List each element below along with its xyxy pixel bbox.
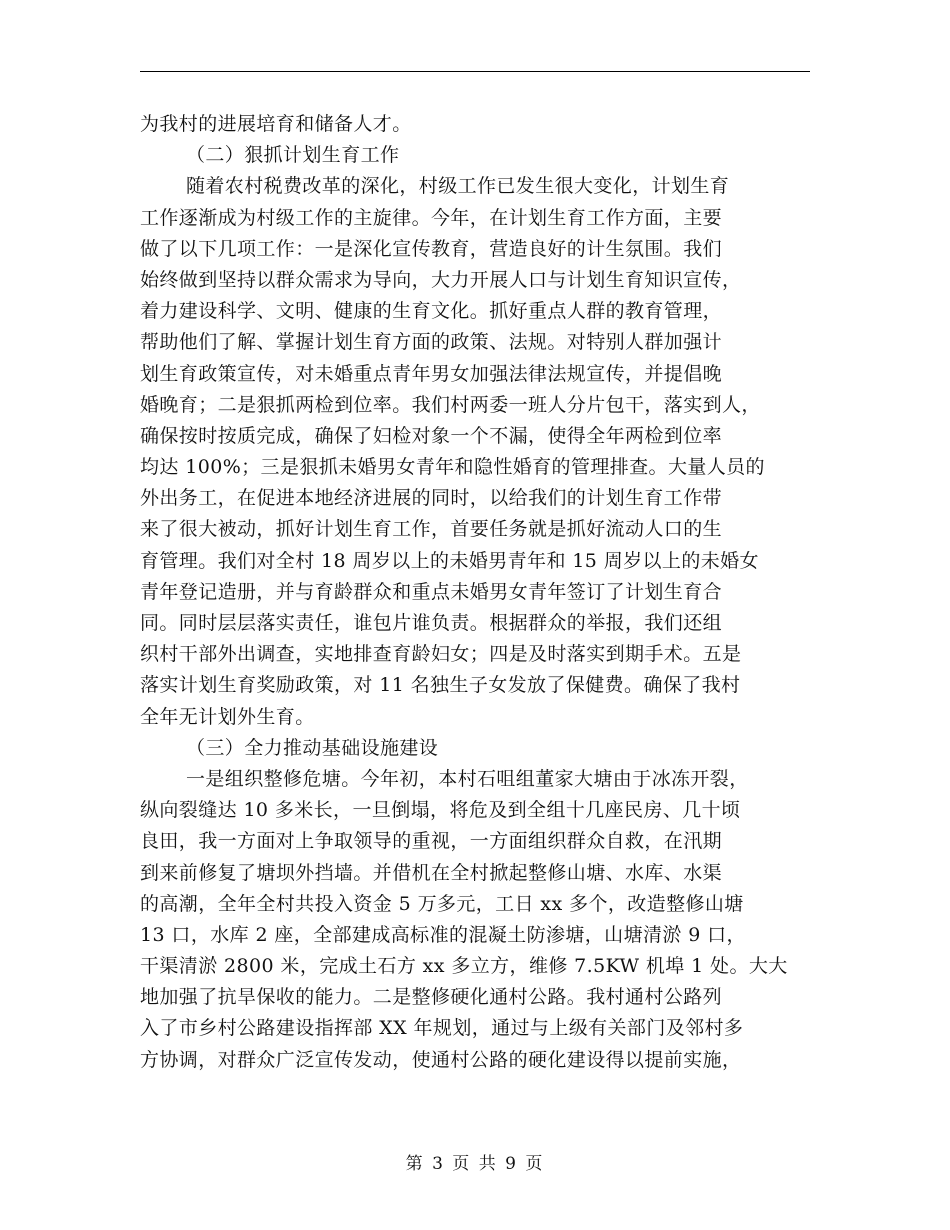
text-line: 同。同时层层落实责任，谁包片谁负责。根据群众的举报，我们还组 <box>140 612 723 634</box>
text-line: 良田，我一方面对上争取领导的重视，一方面组织群众自救，在汛期 <box>140 830 723 853</box>
text-line: 帮助他们了解、掌握计划生育方面的政策、法规。对特别人群加强计 <box>140 331 723 354</box>
text-line: 到来前修复了塘坝外挡墙。并借机在全村掀起整修山塘、水库、水渠 <box>140 861 723 884</box>
text-line: 做了以下几项工作：一是深化宣传教育，营造良好的计生氛围。我们 <box>140 237 723 260</box>
header-rule <box>140 71 810 72</box>
paragraph-first-line: 随着农村税费改革的深化，村级工作已发生很大变化，计划生育 <box>186 175 730 198</box>
text-line: 的高潮，全年全村共投入资金 5 万多元，工日 xx 多个，改造整修山塘 <box>140 892 744 915</box>
text-line: 落实计划生育奖励政策，对 11 名独生子女发放了保健费。确保了我村 <box>140 674 741 697</box>
text-line: 纵向裂缝达 10 多米长，一旦倒塌，将危及到全组十几座民房、几十顷 <box>140 799 741 822</box>
text-line: 划生育政策宣传，对未婚重点青年男女加强法律法规宣传，并提倡晚 <box>140 362 723 385</box>
text-line: 13 口，水库 2 座，全部建成高标准的混凝土防渗塘，山塘清淤 9 口， <box>140 923 746 946</box>
paragraph-first-line: 一是组织整修危塘。今年初，本村石咀组董家大塘由于冰冻开裂， <box>186 767 749 790</box>
text-line: 外出务工，在促进本地经济进展的同时，以给我们的计划生育工作带 <box>140 487 723 510</box>
text-line: 方协调，对群众广泛宣传发动，使通村公路的硬化建设得以提前实施， <box>140 1048 742 1071</box>
text-line: 育管理。我们对全村 18 周岁以上的未婚男青年和 15 周岁以上的未婚女 <box>140 549 759 572</box>
text-line: 干渠清淤 2800 米，完成土石方 xx 多立方，维修 7.5KW 机埠 1 处。大大 <box>140 955 788 978</box>
text-line: 均达 100%；三是狠抓未婚男女青年和隐性婚育的管理排查。大量人员的 <box>140 456 765 479</box>
text-line: 地加强了抗旱保收的能力。二是整修硬化通村公路。我村通村公路列 <box>140 986 723 1009</box>
text-line: 织村干部外出调查，实地排查育龄妇女；四是及时落实到期手术。五是 <box>140 643 742 666</box>
text-line: 着力建设科学、文明、健康的生育文化。抓好重点人群的教育管理， <box>140 300 723 323</box>
section-heading: （二）狠抓计划生育工作 <box>186 144 400 167</box>
document-body <box>140 109 820 1076</box>
text-line: 工作逐渐成为村级工作的主旋律。今年，在计划生育工作方面，主要 <box>140 206 723 229</box>
text-line: 入了市乡村公路建设指挥部 XX 年规划，通过与上级有关部门及邻村多 <box>140 1017 744 1040</box>
text-line: 全年无计划外生育。 <box>140 705 315 728</box>
text-line: 确保按时按质完成，确保了妇检对象一个不漏，使得全年两检到位率 <box>140 424 723 447</box>
text-line: 始终做到坚持以群众需求为导向，大力开展人口与计划生育知识宣传， <box>140 268 742 291</box>
section-heading: （三）全力推动基础设施建设 <box>186 736 439 759</box>
text-line: 为我村的进展培育和储备人才。 <box>140 113 412 135</box>
text-line: 婚晚育；二是狠抓两检到位率。我们村两委一班人分片包干，落实到人， <box>140 393 761 416</box>
text-line: 来了很大被动，抓好计划生育工作，首要任务就是抓好流动人口的生 <box>140 518 723 541</box>
text-line: 青年登记造册，并与育龄群众和重点未婚男女青年签订了计划生育合 <box>140 580 723 603</box>
page-number-footer: 第 3 页 共 9 页 <box>405 1154 545 1174</box>
